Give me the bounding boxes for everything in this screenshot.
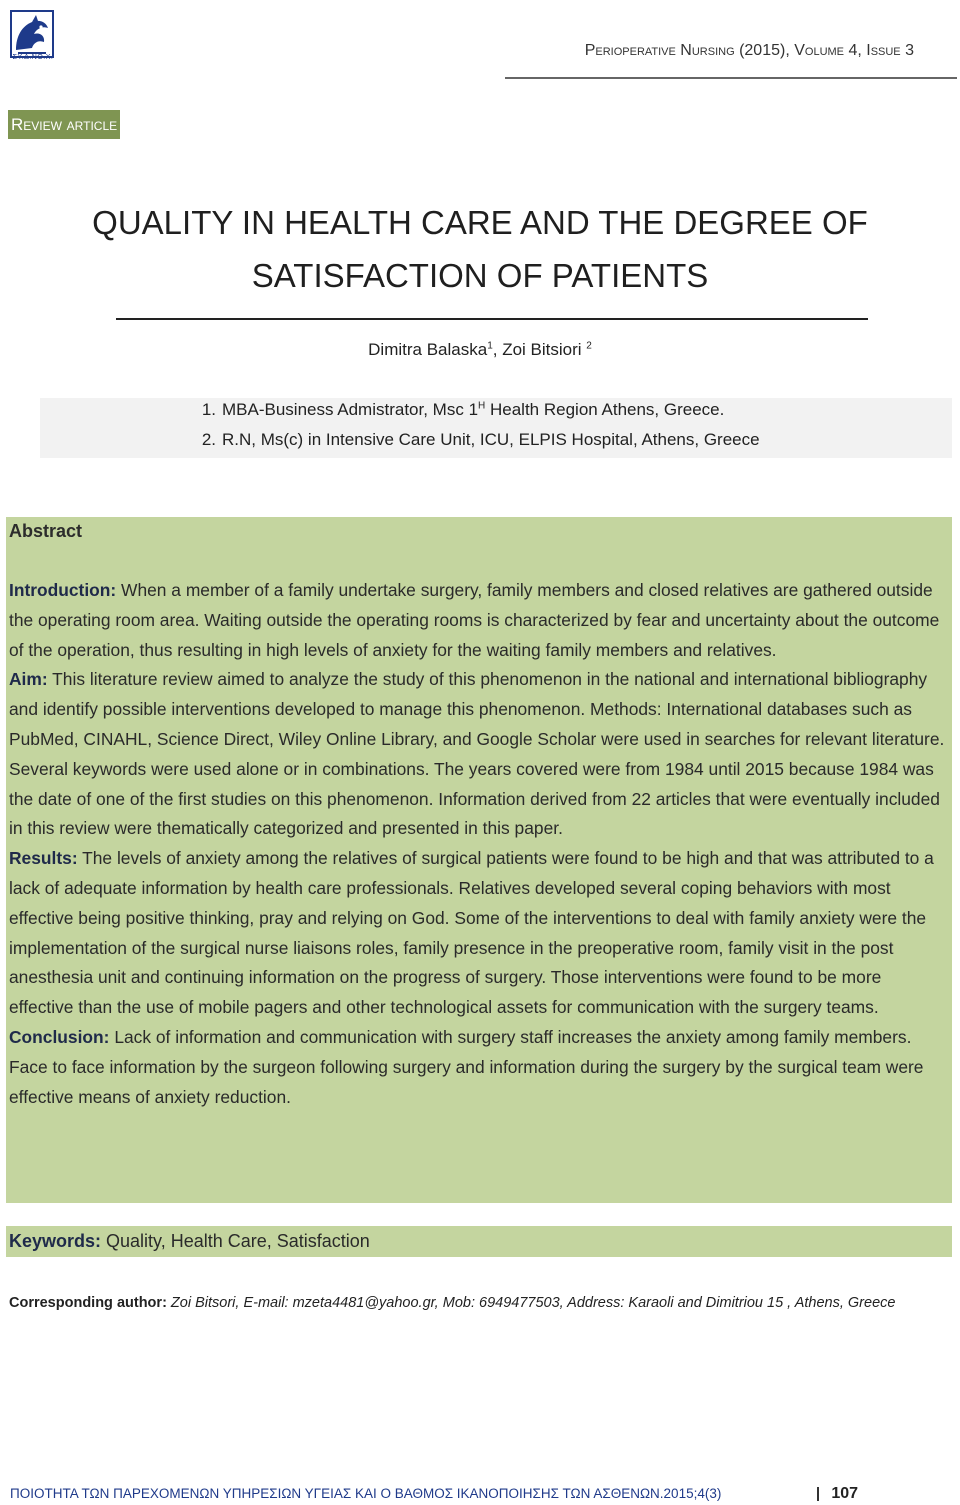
aim-text: This literature review aimed to analyze the study of this phenomenon in the national and international bibliography and identify possible interventions developed to manage this phenomenon. Methods: International databases such as PubMed, CINAHL, Science Direct, Wiley Online Library, and Google Scholar were used in searches for relevant literature. Several keywords were used alone or in combinations. The years covered were from 1984 until 2015 because 1984 was the date of one of the first studies on this phenomenon. Information derived from 22 articles that were eventually included in this review were thematically categorized and presented in this paper.: [9, 669, 945, 839]
article-type-badge: Review article: [8, 110, 120, 139]
footer-citation: ΠΟΙΟΤΗΤΑ ΤΩΝ ΠΑΡΕΧΟΜΕΝΩΝ ΥΠΗΡΕΣΙΩΝ ΥΓΕΙΑΣ ΚΑΙ Ο ΒΑΘΜΟΣ ΙΚΑΝΟΠΟΙΗΣΗΣ ΤΩΝ ΑΣΘΕΝΩΝ.2015;4(3): [10, 1486, 722, 1501]
article-title: [40, 196, 920, 302]
abstract-box: [6, 517, 952, 1203]
footer-separator: [817, 1487, 819, 1501]
affiliation-1-text-pre: MBA-Business Admistrator, Msc 1: [222, 400, 479, 419]
affiliation-1-sup: H: [478, 400, 486, 412]
abstract-results: [9, 844, 947, 1023]
corresponding-author: [9, 1290, 954, 1316]
keywords-text: Quality, Health Care, Satisfaction: [101, 1231, 370, 1251]
title-line-2: SATISFACTION OF PATIENTS: [251, 257, 709, 294]
affiliation-1-number: 1.: [201, 400, 216, 419]
introduction-text: When a member of a family undertake surgery, family members and closed relatives are gathered outside the operating room area. Waiting outside the operating rooms is characterized by fear and uncertainty about the outcome of the operation, thus resulting in high levels of anxiety for the waiting family members and relatives.: [9, 580, 940, 660]
keywords-box: [6, 1226, 952, 1257]
abstract-body: [9, 576, 947, 1112]
abstract-aim: [9, 665, 947, 844]
author-2-affil: 2: [586, 340, 592, 352]
abstract-heading: Abstract: [9, 521, 83, 541]
journal-header: Perioperative Nursing (2015), Volume 4, Issue 3: [584, 42, 914, 59]
author-1-affil: 1: [487, 340, 493, 352]
page-number: 107: [831, 1485, 859, 1502]
author-2: Zoi Bitsiori: [502, 340, 582, 359]
affiliation-2-text: R.N, Ms(c) in Intensive Care Unit, ICU, ELPIS Hospital, Athens, Greece: [222, 430, 760, 449]
affiliations-box: [40, 398, 952, 458]
affiliation-1-text-post: Health Region Athens, Greece.: [485, 400, 725, 419]
abstract-conclusion: [9, 1023, 947, 1112]
author-1: Dimitra Balaska: [368, 340, 488, 359]
authors-line: [0, 340, 960, 360]
title-divider: [116, 318, 868, 320]
results-label: Results:: [9, 848, 78, 869]
affiliation-2: [180, 430, 960, 450]
introduction-label: Introduction:: [9, 580, 117, 600]
aim-label: Aim:: [9, 669, 48, 690]
page-footer: [10, 1485, 950, 1503]
affiliation-1: [180, 400, 960, 420]
corresponding-colon: :: [162, 1295, 167, 1311]
title-line-1: QUALITY IN HEALTH CARE AND THE DEGREE OF: [92, 204, 868, 241]
affiliation-2-number: 2.: [201, 430, 216, 449]
corresponding-label: Corresponding author: [9, 1295, 163, 1311]
keywords-label: Keywords:: [9, 1231, 102, 1251]
corresponding-details: Zoi Bitsori, E-mail: mzeta4481@yahoo.gr, Mob: 6949477503, Address: Karaoli and Dimitriou 15 , Athens, Greece: [166, 1295, 896, 1311]
conclusion-label: Conclusion:: [9, 1026, 110, 1047]
author-separator: ,: [492, 340, 503, 359]
header-divider: [505, 77, 957, 79]
results-text: The levels of anxiety among the relatives of surgical patients were found to be high and that was attributed to a lack of adequate information by health care professionals. Relatives developed several coping behaviors with most effective being positive thinking, pray and relying on God. Some of the interventions to deal with family anxiety were the implementation of the surgical nurse liaisons roles, family presence in the preoperative room, family visit in the post anesthesia unit and continuing information on the progress of surgery. Those interventions were found to be more effective than the use of mobile pagers and other technological assets for communication with the surgery teams.: [9, 848, 934, 1018]
conclusion-text: Lack of information and communication with surgery staff increases the anxiety among family members. Face to face information by the surgeon following surgery and information during the surgery by the surgical team were effective means of anxiety reduction.: [9, 1026, 924, 1107]
abstract-introduction: [9, 576, 947, 665]
logo-text: ΣΥ.Δ.ΝΟ.Χ.: [12, 54, 54, 61]
